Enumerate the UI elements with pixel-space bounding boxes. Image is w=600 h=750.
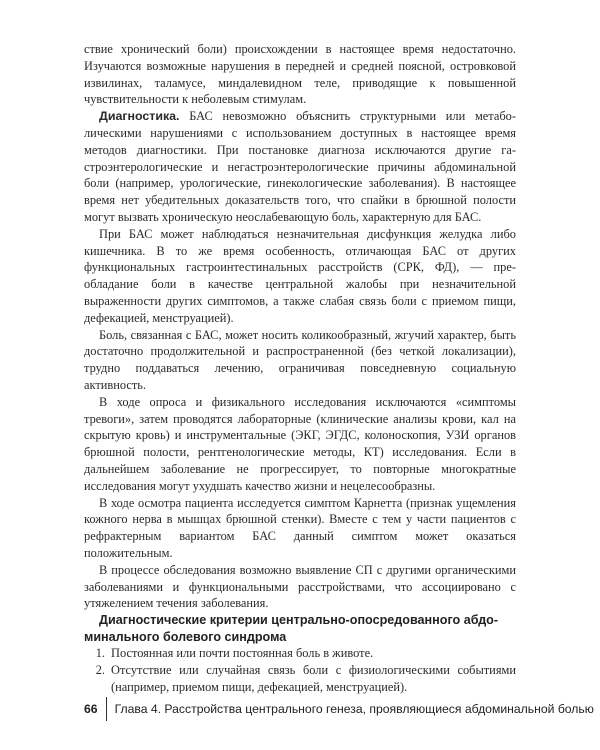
list-item-text: Отсутствие или случайная связь боли с физиологическими событиями (например, приемом пищи, дефекацией, менструацией). [111, 663, 516, 694]
paragraph-overlap: В процессе обследования возможно выявление СП с другими органическими заболеваниями и функциональными расстройствами, что ассоциировано с утяжелением течения заболевания. [84, 562, 516, 611]
chapter-title: Глава 4. Расстройства центрального генеза, проявляющиеся абдоминальной болью [114, 702, 594, 716]
page-number: 66 [84, 702, 98, 716]
paragraph-dysfunction: При БАС может наблюдаться незначительная дисфункция желудка либо кишечника. В то же время особенность, отличающая БАС от других функциональных гастроинтестинальных расстройств (СРК, ФД), — преобладание боли в качестве центральной жалобы при незначительной выраженности других симптомов, а также слабая связь боли с приемом пищи, дефекацией, менструацией). [84, 226, 516, 325]
run-in-heading-diagnostics: Диагностика. [99, 109, 180, 124]
paragraph-carnett-sign: В ходе осмотра пациента исследуется симптом Карнетта (признак ущемления кожного нерва в мышцах брюшной стенки). Вместе с тем у части пациентов с рефрактерным вариантом БАС данный симптом может оказаться положительным. [84, 495, 516, 560]
paragraph-diagnostics [84, 108, 516, 226]
footer-divider [106, 697, 107, 721]
paragraph-examination: В ходе опроса и физикального исследования исключаются «симптомы тревоги», затем проводятся лабораторные (клинические анализы крови, кал на скрытую кровь) и инструментальные (ЭКГ, ЭГДС, колоноскопия, УЗИ органов брюшной полости, рентгенологические методы, КТ) исследования. Если в дальнейшем заболевание не прогрессирует, то повторные многократные исследования могут ухудшать качество жизни и нецелесообразны. [84, 394, 516, 493]
list-item [84, 662, 516, 696]
section-heading-criteria: Диагностические критерии центрально-опосредованного абдоминального болевого синдрома [84, 613, 499, 644]
list-item-number: 2. [95, 663, 105, 678]
paragraph-continuation: ствие хронический боли) происхождении в настоящее время недостаточно. Изучаются возможные нарушения в передней и средней поясной, островковой извилинах, таламусе, миндалевидном теле, приводящие к повышенной чувствительности к неболевым стимулам. [84, 42, 516, 107]
page-footer [84, 697, 594, 721]
criteria-list [84, 645, 516, 695]
list-item-text: Постоянная или почти постоянная боль в животе. [111, 646, 374, 661]
paragraph-diagnostics-text: БАС невозможно объяснить структурными или метаболическими нарушениями с использованием доступных в настоящее время методов диагностики. При постановке диагноза исключаются другие гастроэнтерологические и негастроэнтерологические причины абдоминальной боли (например, урологические, гинекологические заболевания). В настоящее время нет убедительных доказательств того, что спайки в брюшной полости могут вызвать хроническую неослабевающую боль, характерную для БАС. [84, 109, 516, 224]
list-item-number: 1. [95, 646, 105, 661]
list-item [84, 645, 516, 662]
paragraph-pain-character: Боль, связанная с БАС, может носить коликообразный, жгучий характер, быть достаточно продолжительной и распространенной (без четкой локализации), трудно поддаваться лечению, ограничивая повседневную социальную активность. [84, 327, 516, 392]
